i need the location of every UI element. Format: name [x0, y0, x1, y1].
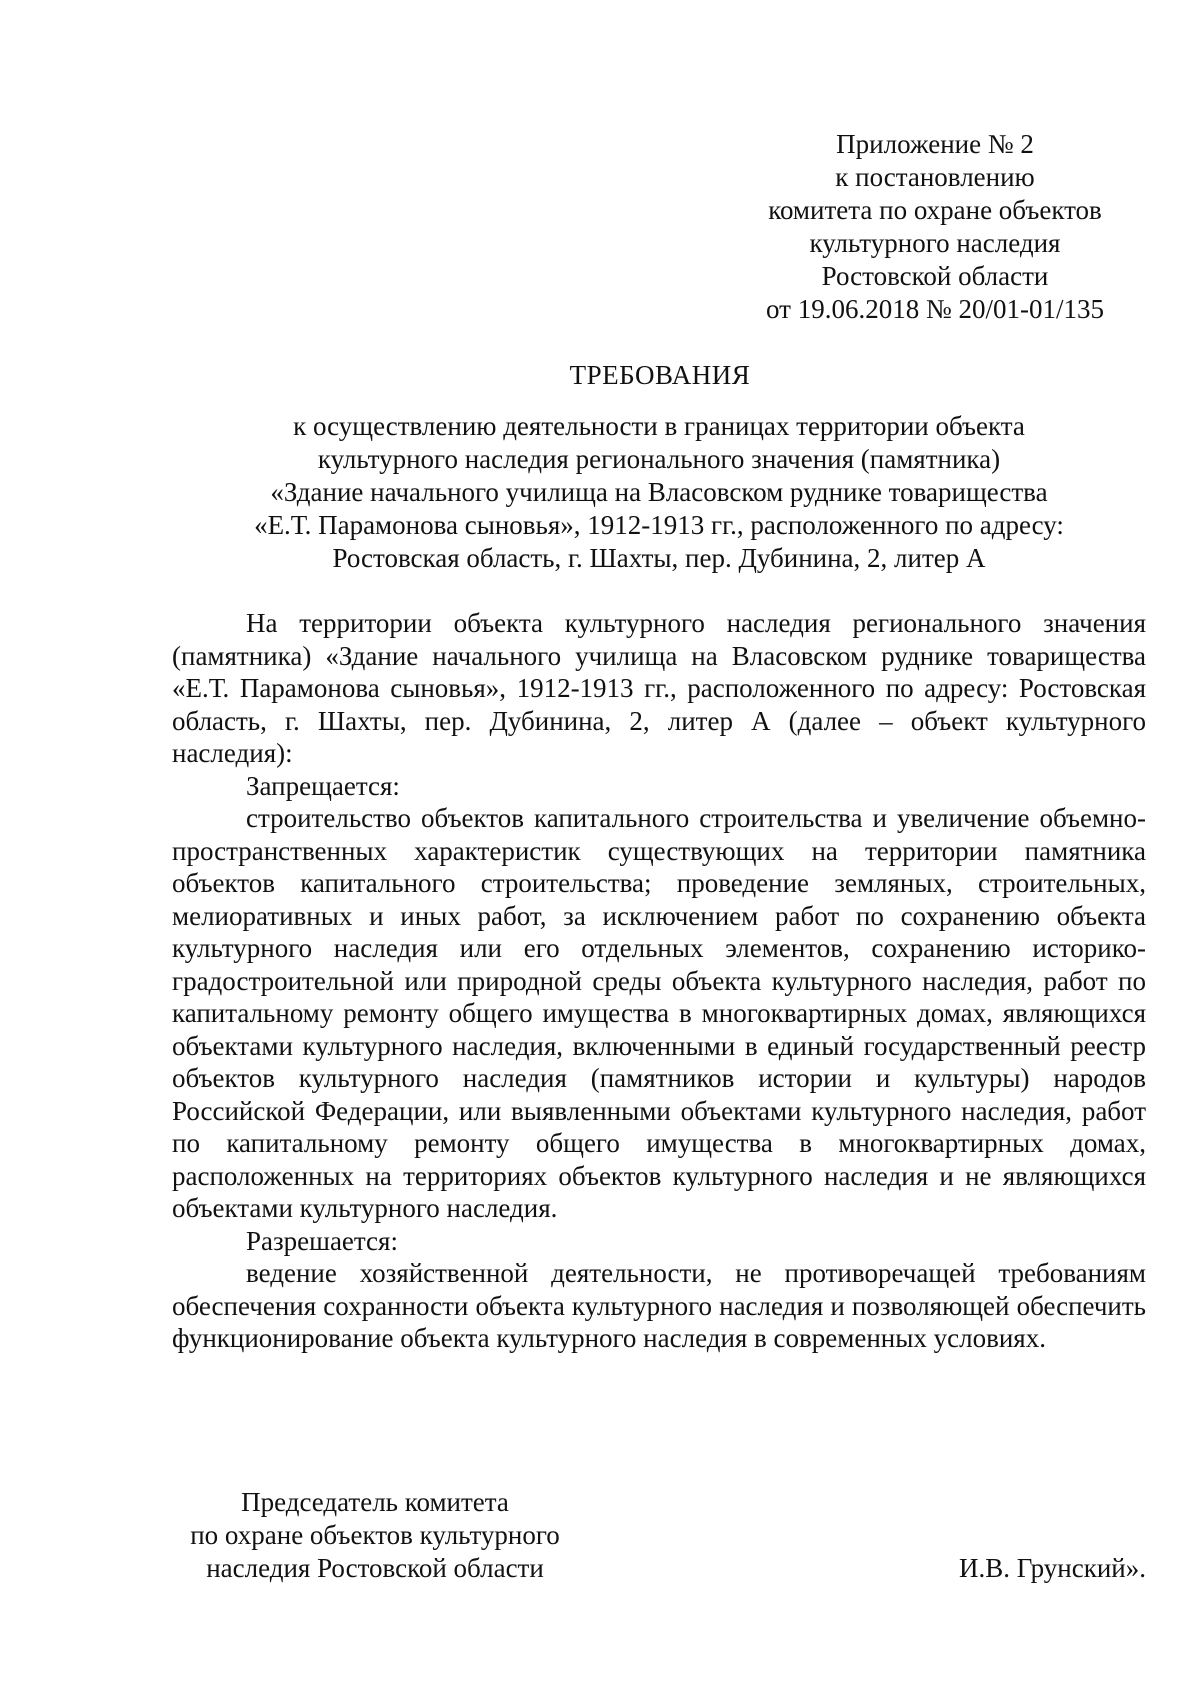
subtitle-line: культурного наследия регионального значения (памятника) — [317, 444, 1001, 474]
subtitle-line: «Здание начального училища на Власовском руднике товарищества — [270, 477, 1048, 507]
subtitle-line: Ростовская область, г. Шахты, пер. Дубинина, 2, литер А — [332, 543, 986, 573]
permitted-paragraph: ведение хозяйственной деятельности, не противоречащей требованиям обеспечения сохранности объекта культурного наследия и позволяющей обеспечить функционирование объекта культурного наследия в современных условиях. — [172, 1258, 1146, 1353]
prohibited-paragraph: строительство объектов капитального строительства и увеличение объемно-пространственных характеристик существующих на территории памятника объектов капитального строительства; проведение земляных, строительных, мелиоративных и иных работ, за исключением работ по сохранению объекта культурного наследия или его отдельных элементов, сохранению историко-градостроительной или природной среды объекта культурного наследия, работ по капитальному ремонту общего имущества в многоквартирных домах, являющихся объектами культурного наследия, включенными в единый государственный реестр объектов культурного наследия (памятников истории и культуры) народов Российской Федерации, или выявленными объектами культурного наследия, работ по капитальному ремонту общего имущества в многоквартирных домах, расположенных на территориях объектов культурного наследия и не являющихся объектами культурного наследия. — [172, 803, 1146, 1223]
annex-line: к постановлению — [835, 162, 1035, 192]
signatory-position — [170, 1486, 580, 1585]
annex-header — [700, 128, 1170, 326]
subtitle-line: к осуществлению деятельности в границах территории объекта — [293, 411, 1025, 441]
permitted-heading: Разрешается: — [246, 1225, 398, 1256]
intro-paragraph: На территории объекта культурного наследия регионального значения (памятника) «Здание начального училища на Власовском руднике товарищества «Е.Т. Парамонова сыновья», 1912-1913 гг., расположенного по адресу: Ростовская область, г. Шахты, пер. Дубинина, 2, литер А (далее – объект культурного наследия): — [172, 608, 1146, 768]
signatory-name: И.В. Грунский». — [958, 1553, 1146, 1583]
annex-line: от 19.06.2018 № 20/01-01/135 — [766, 294, 1104, 324]
signatory-position-line: Председатель комитета — [241, 1487, 509, 1517]
annex-line: культурного наследия — [809, 228, 1061, 258]
signatory-position-line: по охране объектов культурного — [190, 1520, 560, 1550]
document-title: ТРЕБОВАНИЯ — [569, 360, 751, 390]
annex-line: комитета по охране объектов — [768, 195, 1102, 225]
document-subtitle — [172, 410, 1146, 575]
annex-line: Ростовской области — [821, 261, 1049, 291]
prohibited-heading: Запрещается: — [246, 770, 400, 801]
signatory-position-line: наследия Ростовской области — [206, 1553, 544, 1583]
annex-line: Приложение № 2 — [836, 129, 1034, 159]
subtitle-line: «Е.Т. Парамонова сыновья», 1912-1913 гг., расположенного по адресу: — [254, 510, 1064, 540]
document-body — [172, 607, 1146, 1355]
signature-block — [130, 1486, 1146, 1596]
